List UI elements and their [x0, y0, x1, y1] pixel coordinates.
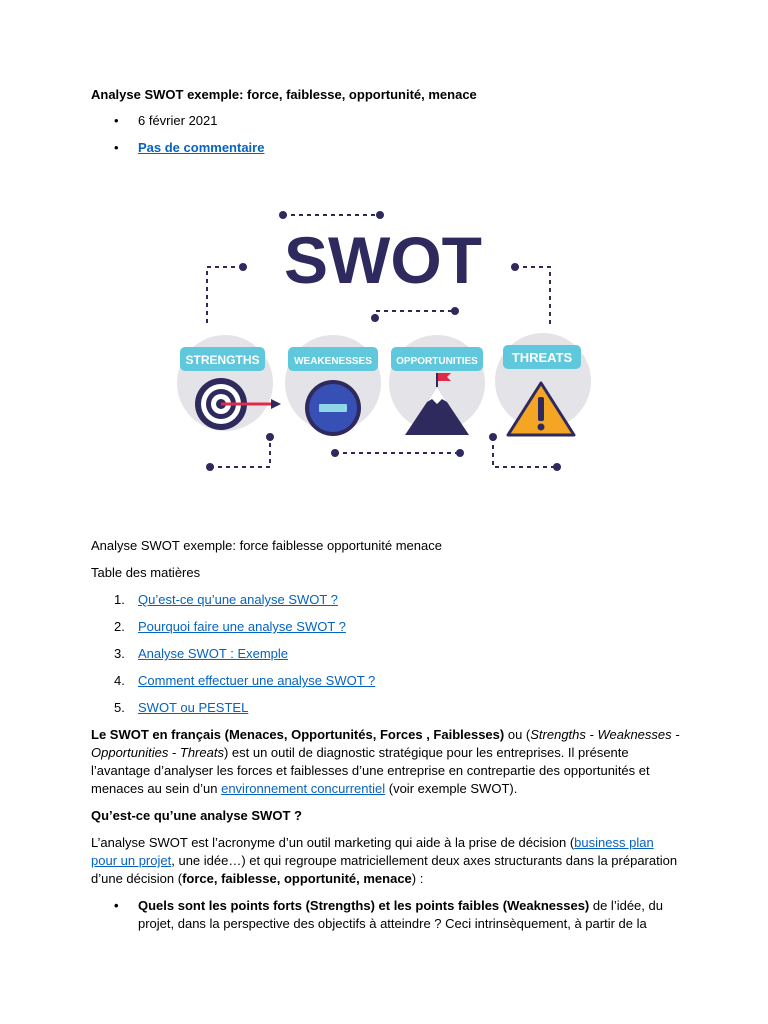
list-item: • Quels sont les points forts (Strengths) et les points faibles (Weaknesses) de l’idée, du projet, dans la perspective des objectifs à atteindre ? Ceci intrinsèquement, à partir de la: [91, 897, 681, 933]
environnement-link[interactable]: environnement concurrentiel: [221, 781, 386, 796]
badge-label-weaknesses: WEAKENESSES: [294, 356, 372, 367]
toc-link[interactable]: Analyse SWOT : Exemple: [138, 646, 289, 661]
toc-item: 5. SWOT ou PESTEL: [114, 700, 249, 715]
swot-logo: SWOT: [284, 223, 482, 297]
toc-link[interactable]: SWOT ou PESTEL: [138, 700, 249, 715]
article-date: • 6 février 2021: [91, 112, 681, 130]
badge-label-opportunities: OPPORTUNITIES: [396, 356, 478, 367]
swot-axes-list: [91, 897, 681, 933]
image-caption: Analyse SWOT exemple: force faiblesse opportunité menace: [91, 538, 442, 553]
toc-link[interactable]: Pourquoi faire une analyse SWOT ?: [138, 619, 346, 634]
opportunities-badge: [389, 335, 485, 435]
toc-item: 3. Analyse SWOT : Exemple: [114, 646, 289, 661]
toc-heading: Table des matières: [91, 565, 201, 580]
toc-link[interactable]: Comment effectuer une analyse SWOT ?: [138, 673, 376, 688]
article-meta: [91, 112, 681, 157]
toc-item: 1. Qu’est-ce qu’une analyse SWOT ?: [114, 592, 338, 607]
badge-label-threats: THREATS: [511, 350, 573, 365]
article-body: [91, 537, 681, 933]
toc-item: 2. Pourquoi faire une analyse SWOT ?: [114, 619, 346, 634]
toc-item: 4. Comment effectuer une analyse SWOT ?: [114, 673, 376, 688]
strengths-badge: [177, 335, 281, 431]
business-plan-link[interactable]: business plan pour un projet: [91, 835, 654, 868]
article-header: [91, 86, 681, 166]
swot-illustration: [175, 205, 595, 480]
badge-label-strengths: STRENGTHS: [185, 353, 260, 367]
threats-badge: [495, 333, 591, 435]
section-paragraph: L’analyse SWOT est l’acronyme d’un outil marketing qui aide à la prise de décision (business plan pour un projet, une idée…) et qui regroupe matriciellement deux axes structurants dans la préparation d’une décision (force, faiblesse, opportunité, menace) :: [91, 835, 678, 886]
comments-link[interactable]: Pas de commentaire: [138, 140, 265, 155]
comments-item: [91, 139, 681, 157]
weaknesses-badge: [285, 335, 381, 436]
section-heading: Qu’est-ce qu’une analyse SWOT ?: [91, 808, 302, 823]
minus-icon: [305, 380, 361, 436]
article-title: Analyse SWOT exemple: force, faiblesse, opportunité, menace: [91, 87, 477, 102]
intro-paragraph: Le SWOT en français (Menaces, Opportunités, Forces , Faiblesses) ou (Strengths - Weaknesses - Opportunities - Threats) est un outil de diagnostic stratégique pour les entreprises. Il présente l’avantage d’analyser les forces et faiblesses d’une entreprise en contrepartie des opportunités et menaces au sein d’un environnement concurrentiel (voir exemple SWOT).: [91, 727, 680, 796]
toc-link[interactable]: Qu’est-ce qu’une analyse SWOT ?: [138, 592, 338, 607]
table-of-contents: [91, 591, 681, 717]
